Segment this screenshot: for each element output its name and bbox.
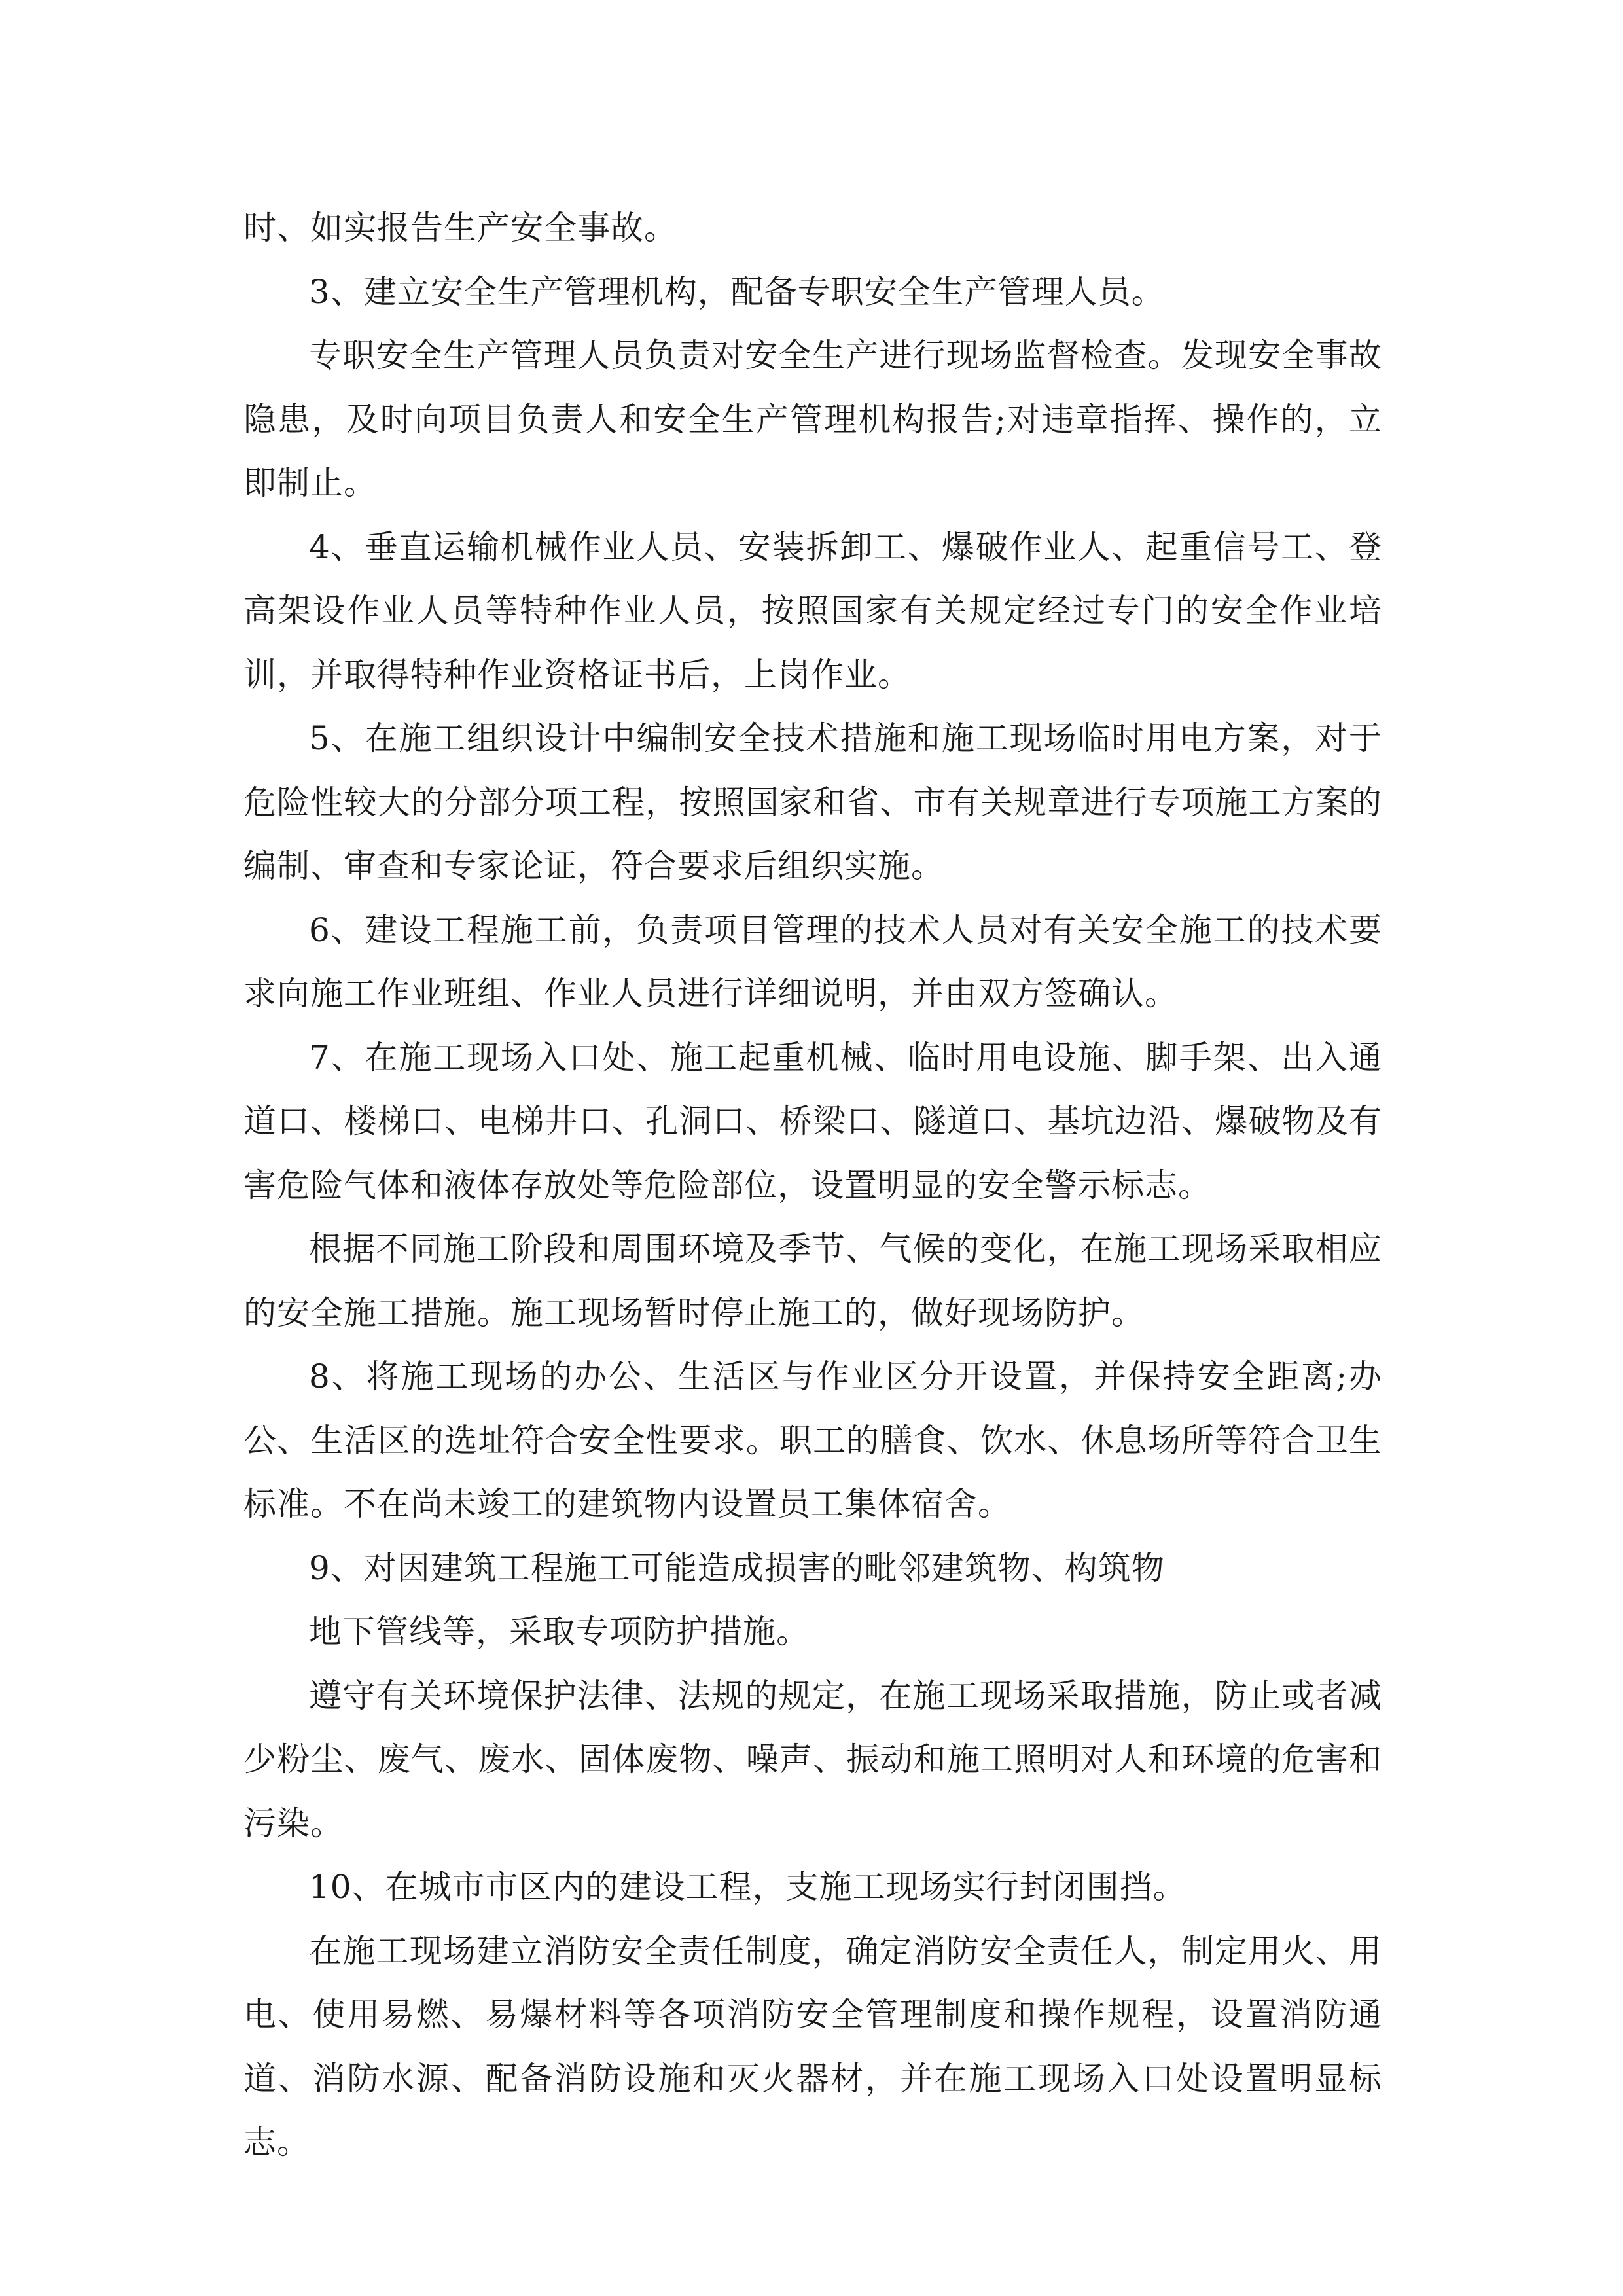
paragraph-continuation: 时、如实报告生产安全事故。: [243, 209, 677, 247]
paragraph-item-7: 7、在施工现场入口处、施工起重机械、临时用电设施、脚手架、出入通道口、楼梯口、电梯井口、孔洞口、桥梁口、隧道口、基坑边沿、爆破物及有害危险气体和液体存放处等危险部位，设置明显的安全警示标志。: [243, 1038, 1382, 1204]
paragraph-item-10: 10、在城市市区内的建设工程，支施工现场实行封闭围挡。: [309, 1868, 1186, 1906]
paragraph-item-3: 3、建立安全生产管理机构，配备专职安全生产管理人员。: [309, 272, 1165, 311]
paragraph-stage-measures: 根据不同施工阶段和周围环境及季节、气候的变化，在施工现场采取相应的安全施工措施。施工现场暂时停止施工的，做好现场防护。: [243, 1230, 1382, 1332]
document-body: [243, 196, 1382, 2175]
paragraph-item-8: 8、将施工现场的办公、生活区与作业区分开设置，并保持安全距离;办公、生活区的选址符合安全性要求。职工的膳食、饮水、休息场所等符合卫生标准。不在尚未竣工的建筑物内设置员工集体宿舍。: [243, 1357, 1382, 1523]
paragraph-environment: 遵守有关环境保护法律、法规的规定，在施工现场采取措施，防止或者减少粉尘、废气、废水、固体废物、噪声、振动和施工照明对人和环境的危害和污染。: [243, 1676, 1382, 1842]
paragraph-item-4: 4、垂直运输机械作业人员、安装拆卸工、爆破作业人、起重信号工、登高架设作业人员等特种作业人员，按照国家有关规定经过专门的安全作业培训，并取得特种作业资格证书后，上岗作业。: [243, 528, 1382, 694]
paragraph-item-5: 5、在施工组织设计中编制安全技术措施和施工现场临时用电方案，对于危险性较大的分部分项工程，按照国家和省、市有关规章进行专项施工方案的编制、审查和专家论证，符合要求后组织实施。: [243, 719, 1382, 885]
paragraph-item-6: 6、建设工程施工前，负责项目管理的技术人员对有关安全施工的技术要求向施工作业班组、作业人员进行详细说明，并由双方签确认。: [243, 910, 1382, 1013]
paragraph-fire-safety: 在施工现场建立消防安全责任制度，确定消防安全责任人，制定用火、用电、使用易燃、易爆材料等各项消防安全管理制度和操作规程，设置消防通道、消防水源、配备消防设施和灭火器材，并在施工现场入口处设置明显标志。: [243, 1931, 1382, 2161]
paragraph-item-9: 9、对因建筑工程施工可能造成损害的毗邻建筑物、构筑物: [309, 1549, 1165, 1587]
paragraph-safety-officer: 专职安全生产管理人员负责对安全生产进行现场监督检查。发现安全事故隐患，及时向项目负责人和安全生产管理机构报告;对违章指挥、操作的，立即制止。: [243, 336, 1382, 502]
paragraph-underground-pipelines: 地下管线等，采取专项防护措施。: [309, 1613, 810, 1651]
